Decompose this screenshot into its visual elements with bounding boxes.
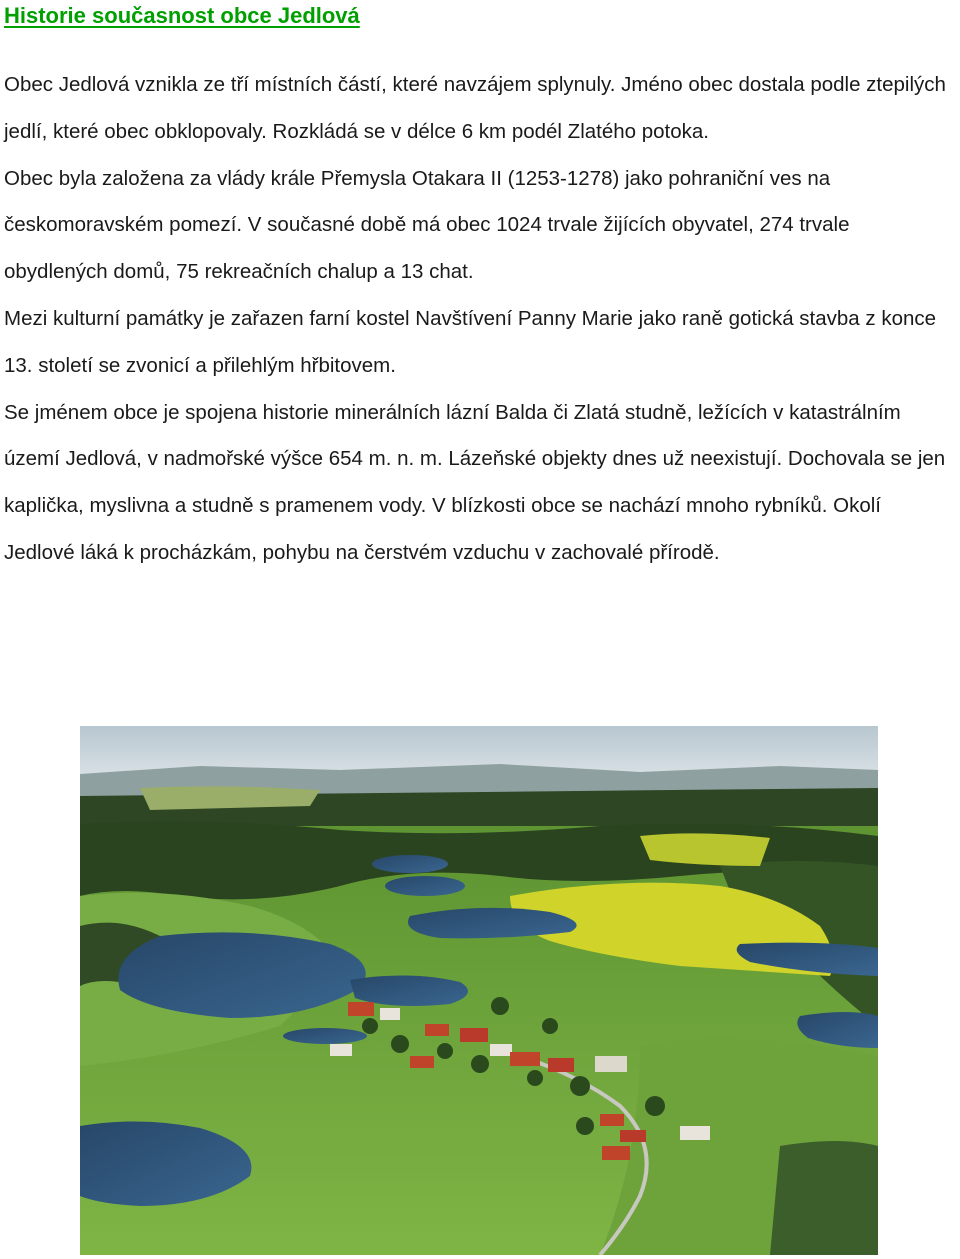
- paragraph-origin: Obec Jedlová vznikla ze tří místních částí, které navzájem splynuly. Jméno obec dostala podle ztepilých jedlí, které obec obklopovaly. Rozkládá se v délce 6 km podél Zlatého potoka.: [4, 73, 946, 143]
- lower-right-trees: [770, 1141, 878, 1255]
- article-body: [4, 62, 954, 577]
- pond-far-1: [372, 855, 448, 873]
- pond-small-center: [283, 1028, 367, 1044]
- page-title: Historie současnost obce Jedlová: [4, 3, 360, 28]
- pond-far-2: [385, 876, 465, 896]
- pond-middle: [408, 908, 577, 939]
- pond-center: [350, 975, 468, 1006]
- paragraph-spa-history: Se jménem obce je spojena historie minerálních lázní Balda či Zlatá studně, ležících v katastrálním území Jedlová, v nadmořské výšce 654 m. n. m. Lázeňské objekty dnes už neexistují. Dochovala se jen kaplička, myslivna a studně s pramenem vody. V blízkosti obce se nachází mnoho rybníků. Okolí Jedlové láká k procházkám, pohybu na čerstvém vzduchu v zachovalé přírodě.: [4, 400, 946, 564]
- landscape-photo: [80, 726, 878, 1255]
- paragraph-founding: Obec byla založena za vlády krále Přemysla Otakara II (1253-1278) jako pohraniční ves na českomoravském pomezí. V současné době má obec 1024 trvale žijících obyvatel, 274 trvale obydlených domů, 75 rekreačních chalup a 13 chat.: [4, 166, 850, 284]
- paragraph-monuments: Mezi kulturní památky je zařazen farní kostel Navštívení Panny Marie jako raně gotická stavba z konce 13. století se zvonicí a přilehlým hřbitovem.: [4, 306, 937, 377]
